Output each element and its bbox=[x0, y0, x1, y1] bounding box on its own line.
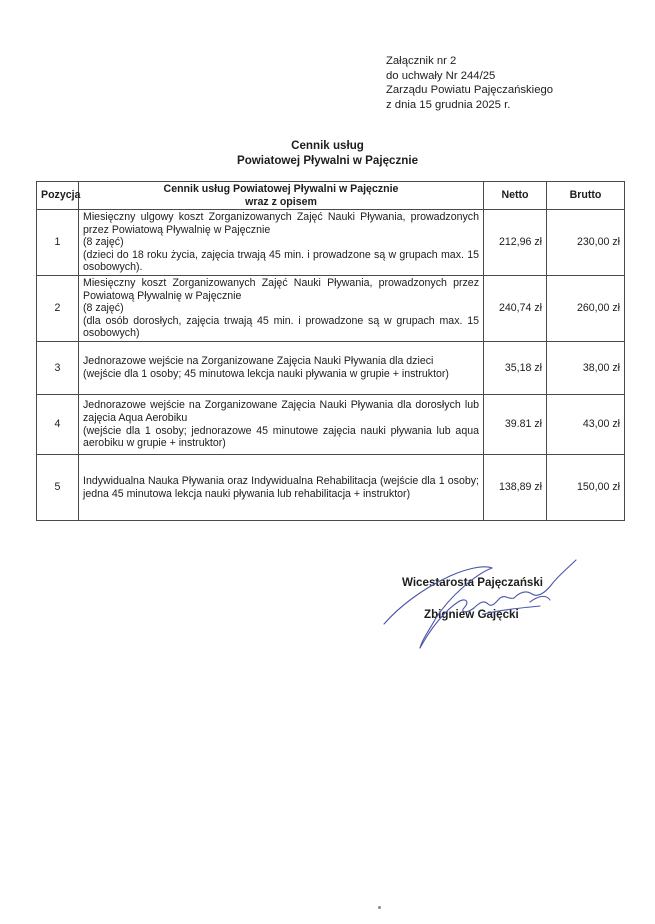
row-description-line: Jednorazowe wejście na Zorganizowane Zajęcia Nauki Pływania dla dorosłych lub zajęcia Aqua Aerobiku bbox=[83, 399, 479, 424]
row-net-price: 138,89 zł bbox=[484, 455, 547, 521]
row-description bbox=[79, 276, 484, 342]
annex-board: Zarządu Powiatu Pajęczańskiego bbox=[386, 84, 554, 97]
row-description-line: (8 zajęć) bbox=[83, 236, 124, 249]
signature-block bbox=[380, 556, 580, 656]
table-row bbox=[37, 395, 625, 455]
row-position: 4 bbox=[37, 395, 79, 455]
row-description-line: Jednorazowe wejście na Zorganizowane Zajęcia Nauki Pływania dla dzieci bbox=[83, 355, 434, 368]
row-gross-price: 38,00 zł bbox=[547, 342, 625, 395]
table-row bbox=[37, 276, 625, 342]
row-gross-price: 43,00 zł bbox=[547, 395, 625, 455]
row-gross-price: 260,00 zł bbox=[547, 276, 625, 342]
signatory-title: Wicestarosta Pajęczański bbox=[402, 576, 544, 589]
row-description bbox=[79, 342, 484, 395]
annex-number: Załącznik nr 2 bbox=[386, 55, 457, 67]
row-description bbox=[79, 455, 484, 521]
signatory-name: Zbigniew Gajęcki bbox=[424, 608, 519, 621]
row-description-line: (wejście dla 1 osoby; jednorazowe 45 minutowe zajęcia nauki pływania lub aqua aerobiku w grupie + instruktor) bbox=[83, 424, 479, 450]
row-description-line: (wejście dla 1 osoby; 45 minutowa lekcja nauki pływania w grupie + instruktor) bbox=[83, 368, 449, 380]
title-line-1: Cennik usług bbox=[291, 139, 364, 152]
annex-date: z dnia 15 grudnia 2025 r. bbox=[386, 98, 511, 111]
row-description-line: (dzieci do 18 roku życia, zajęcia trwają 45 min. i prowadzone są w grupach max. 15 osobowych). bbox=[83, 248, 479, 274]
row-net-price: 39.81 zł bbox=[484, 395, 547, 455]
row-gross-price: 230,00 zł bbox=[547, 210, 625, 276]
annex-header bbox=[386, 54, 553, 112]
table-row bbox=[37, 210, 625, 276]
header-description-line-2: wraz z opisem bbox=[245, 195, 317, 208]
row-description-line: Miesięczny koszt Zorganizowanych Zajęć Nauki Pływania, prowadzonych przez Powiatową Pływalnię w Pajęcznie bbox=[83, 277, 479, 302]
table-row bbox=[37, 455, 625, 521]
row-position: 3 bbox=[37, 342, 79, 395]
header-description-line-1: Cennik usług Powiatowej Pływalni w Pajęcznie bbox=[163, 182, 399, 195]
scan-dot bbox=[378, 906, 381, 909]
row-description bbox=[79, 210, 484, 276]
header-net: Netto bbox=[484, 182, 547, 210]
row-position: 5 bbox=[37, 455, 79, 521]
row-description-line: Miesięczny ulgowy koszt Zorganizowanych Zajęć Nauki Pływania, prowadzonych przez Powiatową Pływalnię w Pajęcznie bbox=[83, 211, 479, 236]
price-table bbox=[36, 181, 625, 521]
title-line-2: Powiatowej Pływalni w Pajęcznie bbox=[236, 154, 419, 167]
table-row bbox=[37, 342, 625, 395]
handwritten-signature-icon bbox=[380, 556, 580, 656]
row-position: 2 bbox=[37, 276, 79, 342]
row-net-price: 240,74 zł bbox=[484, 276, 547, 342]
row-description-line: Indywidualna Nauka Pływania oraz Indywidualna Rehabilitacja (wejście dla 1 osoby; jedna 45 minutowa lekcja nauki pływania lub rehabilitacja + instruktor) bbox=[83, 474, 479, 500]
header-position: Pozycja bbox=[37, 182, 79, 210]
row-position: 1 bbox=[37, 210, 79, 276]
annex-resolution: do uchwały Nr 244/25 bbox=[386, 69, 496, 82]
row-description bbox=[79, 395, 484, 455]
row-net-price: 35,18 zł bbox=[484, 342, 547, 395]
document-title bbox=[0, 138, 655, 168]
row-description-line: (dla osób dorosłych, zajęcia trwają 45 min. i prowadzone są w grupach max. 15 osobowych) bbox=[83, 314, 479, 340]
header-gross: Brutto bbox=[547, 182, 625, 210]
table-header-row bbox=[37, 182, 625, 210]
header-description bbox=[79, 182, 484, 210]
row-description-line: (8 zajęć) bbox=[83, 302, 124, 315]
row-net-price: 212,96 zł bbox=[484, 210, 547, 276]
row-gross-price: 150,00 zł bbox=[547, 455, 625, 521]
